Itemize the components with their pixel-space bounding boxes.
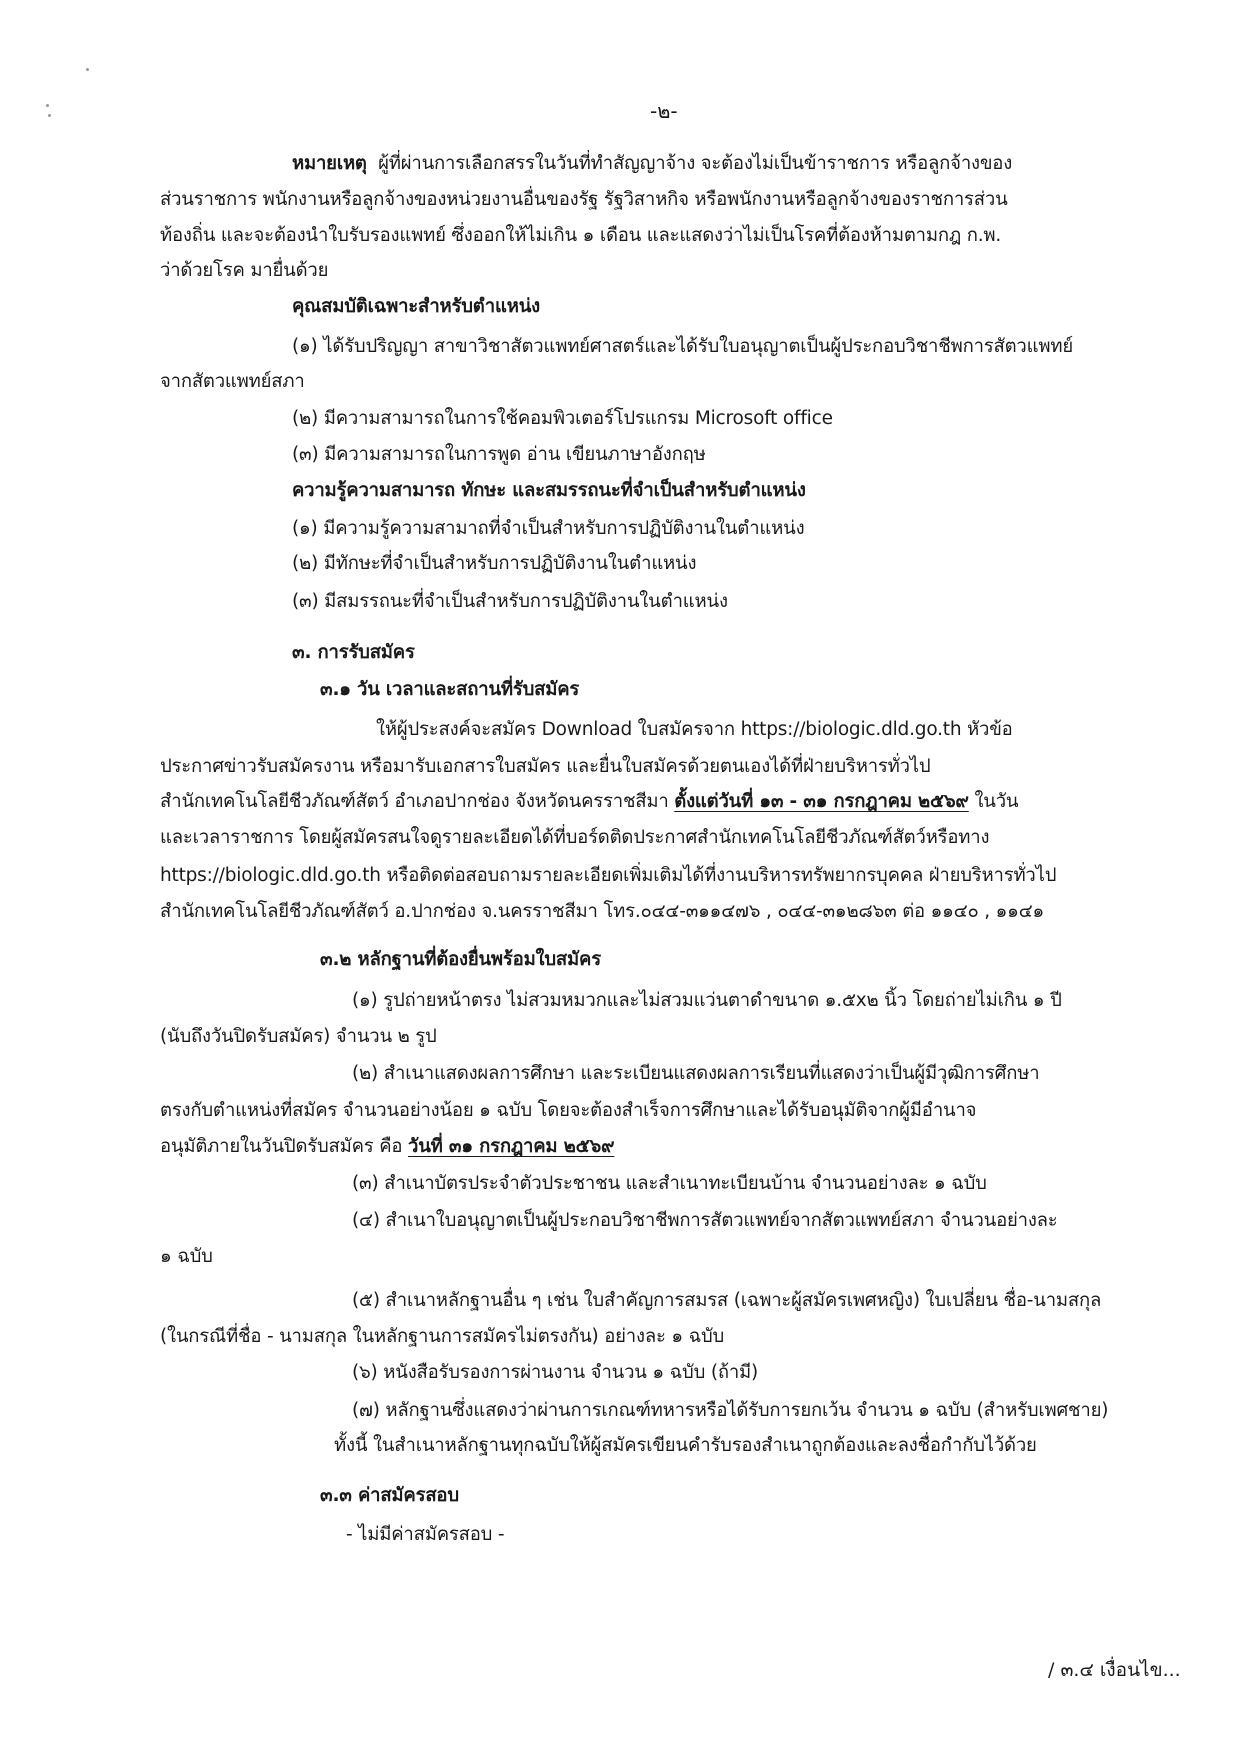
competency-item-3: (๓) มีสมรรถนะที่จำเป็นสำหรับการปฏิบัติงานในตำแหน่ง — [292, 591, 728, 612]
approval-deadline-date: วันที่ ๓๑ กรกฎาคม ๒๕๖๙ — [408, 1136, 615, 1157]
remark-line-2: ส่วนราชการ พนักงานหรือลูกจ้างของหน่วยงานอื่นของรัฐ รัฐวิสาหกิจ หรือพนักงานหรือลูกจ้างของราชการส่วน — [160, 189, 1008, 210]
scan-speck — [86, 68, 89, 71]
document-item-2-line-1: (๒) สำเนาแสดงผลการศึกษา และระเบียนแสดงผลการเรียนที่แสดงว่าเป็นผู้มีวุฒิการศึกษา — [352, 1063, 1040, 1084]
remark-line-4: ว่าด้วยโรค มายื่นด้วย — [160, 260, 329, 281]
document-item-4-line-2: ๑ ฉบับ — [160, 1246, 213, 1267]
document-item-7: (๗) หลักฐานซึ่งแสดงว่าผ่านการเกณฑ์ทหารหรือได้รับการยกเว้น จำนวน ๑ ฉบับ (สำหรับเพศชาย) — [352, 1400, 1109, 1421]
document-item-4-line-1: (๔) สำเนาใบอนุญาตเป็นผู้ประกอบวิชาชีพการสัตวแพทย์จากสัตวแพทย์สภา จำนวนอย่างละ — [352, 1210, 1058, 1231]
section-3-heading: ๓. การรับสมัคร — [292, 642, 415, 663]
remark-line-1 — [292, 149, 1012, 179]
document-item-3: (๓) สำเนาบัตรประจำตัวประชาชน และสำเนาทะเบียนบ้าน จำนวนอย่างละ ๑ ฉบับ — [352, 1173, 987, 1194]
page-number: -๒- — [650, 99, 678, 123]
document-item-1-line-2: (นับถึงวันปิดรับสมัคร) จำนวน ๒ รูป — [160, 1026, 437, 1047]
qualification-item-2: (๒) มีความสามารถในการใช้คอมพิวเตอร์โปรแกรม Microsoft office — [292, 408, 833, 429]
document-item-5-line-1: (๕) สำเนาหลักฐานอื่น ๆ เช่น ใบสำคัญการสมรส (เฉพาะผู้สมัครเพศหญิง) ใบเปลี่ยน ชื่อ-นามสกุล — [352, 1290, 1102, 1311]
section-3-1-line-5: https://biologic.dld.go.th หรือติดต่อสอบถามรายละเอียดเพิ่มเติมได้ที่งานบริหารทรัพยากรบุคคล ฝ่ายบริหารทั่วไป — [160, 865, 1057, 886]
section-3-1-line-1: ให้ผู้ประสงค์จะสมัคร Download ใบสมัครจาก https://biologic.dld.go.th หัวข้อ — [376, 719, 1013, 740]
document-item-2-line-2: ตรงกับตำแหน่งที่สมัคร จำนวนอย่างน้อย ๑ ฉบับ โดยจะต้องสำเร็จการศึกษาและได้รับอนุมัติจากผู้มีอำนาจ — [160, 1100, 977, 1121]
section-3-1-line-3 — [160, 787, 1018, 817]
document-item-1-line-1: (๑) รูปถ่ายหน้าตรง ไม่สวมหมวกและไม่สวมแว่นตาดำขนาด ๑.๕x๒ นิ้ว โดยถ่ายไม่เกิน ๑ ปี — [352, 990, 1062, 1011]
scan-speck — [48, 114, 51, 117]
qualifications-heading: คุณสมบัติเฉพาะสำหรับตำแหน่ง — [292, 296, 540, 317]
section-3-1-line-4: และเวลาราชการ โดยผู้สมัครสนใจดูรายละเอียดได้ที่บอร์ดติดประกาศสำนักเทคโนโลยีชีวภัณฑ์สัตว์หรือทาง — [160, 827, 990, 848]
section-3-1-line-6: สำนักเทคโนโลยีชีวภัณฑ์สัตว์ อ.ปากช่อง จ.นครราชสีมา โทร.๐๔๔-๓๑๑๔๗๖ , ๐๔๔-๓๑๒๘๖๓ ต่อ ๑๑๔๐ , ๑๑๔๑ — [160, 901, 1045, 922]
section-3-3-heading: ๓.๓ ค่าสมัครสอบ — [320, 1485, 459, 1506]
section-3-1-line-2: ประกาศข่าวรับสมัครงาน หรือมารับเอกสารใบสมัคร และยื่นใบสมัครด้วยตนเองได้ที่ฝ่ายบริหารทั่วไป — [160, 756, 931, 777]
no-fee-text: - ไม่มีค่าสมัครสอบ - — [346, 1524, 505, 1545]
remark-line-3: ท้องถิ่น และจะต้องนำใบรับรองแพทย์ ซึ่งออกให้ไม่เกิน ๑ เดือน และแสดงว่าไม่เป็นโรคที่ต้องห้ามตามกฎ ก.พ. — [160, 225, 1002, 246]
approval-deadline-label: อนุมัติภายในวันปิดรับสมัคร คือ — [160, 1136, 403, 1157]
continuation-reference: / ๓.๔ เงื่อนไข... — [1048, 1659, 1181, 1681]
office-hours-prefix: ในวัน — [974, 791, 1019, 812]
section-3-1-heading: ๓.๑ วัน เวลาและสถานที่รับสมัคร — [320, 679, 580, 700]
office-location: สำนักเทคโนโลยีชีวภัณฑ์สัตว์ อำเภอปากช่อง จังหวัดนครราชสีมา — [160, 791, 669, 812]
competency-item-2: (๒) มีทักษะที่จำเป็นสำหรับการปฏิบัติงานในตำแหน่ง — [292, 553, 697, 574]
remark-text: ผู้ที่ผ่านการเลือกสรรในวันที่ทำสัญญาจ้าง จะต้องไม่เป็นข้าราชการ หรือลูกจ้างของ — [378, 153, 1013, 174]
document-item-6: (๖) หนังสือรับรองการผ่านงาน จำนวน ๑ ฉบับ (ถ้ามี) — [352, 1362, 759, 1383]
section-3-2-heading: ๓.๒ หลักฐานที่ต้องยื่นพร้อมใบสมัคร — [320, 949, 601, 970]
certification-note: ทั้งนี้ ในสำเนาหลักฐานทุกฉบับให้ผู้สมัครเขียนคำรับรองสำเนาถูกต้องและลงชื่อกำกับไว้ด้วย — [334, 1435, 1037, 1456]
qualification-item-1-line-2: จากสัตวแพทย์สภา — [160, 371, 305, 392]
document-item-2-line-3 — [160, 1132, 614, 1162]
remark-label: หมายเหตุ — [292, 153, 367, 174]
application-period: ตั้งแต่วันที่ ๑๓ - ๓๑ กรกฎาคม ๒๕๖๙ — [674, 791, 969, 812]
qualification-item-3: (๓) มีความสามารถในการพูด อ่าน เขียนภาษาอังกฤษ — [292, 444, 706, 465]
scan-speck — [46, 104, 49, 107]
qualification-item-1-line-1: (๑) ได้รับปริญญา สาขาวิชาสัตวแพทย์ศาสตร์และได้รับใบอนุญาตเป็นผู้ประกอบวิชาชีพการสัตวแพทย์ — [292, 336, 1073, 357]
document-item-5-line-2: (ในกรณีที่ชื่อ - นามสกุล ในหลักฐานการสมัครไม่ตรงกัน) อย่างละ ๑ ฉบับ — [160, 1326, 725, 1347]
competency-item-1: (๑) มีความรู้ความสามาถที่จำเป็นสำหรับการปฏิบัติงานในตำแหน่ง — [292, 518, 805, 539]
competency-heading: ความรู้ความสามารถ ทักษะ และสมรรถนะที่จำเป็นสำหรับตำแหน่ง — [292, 480, 806, 501]
